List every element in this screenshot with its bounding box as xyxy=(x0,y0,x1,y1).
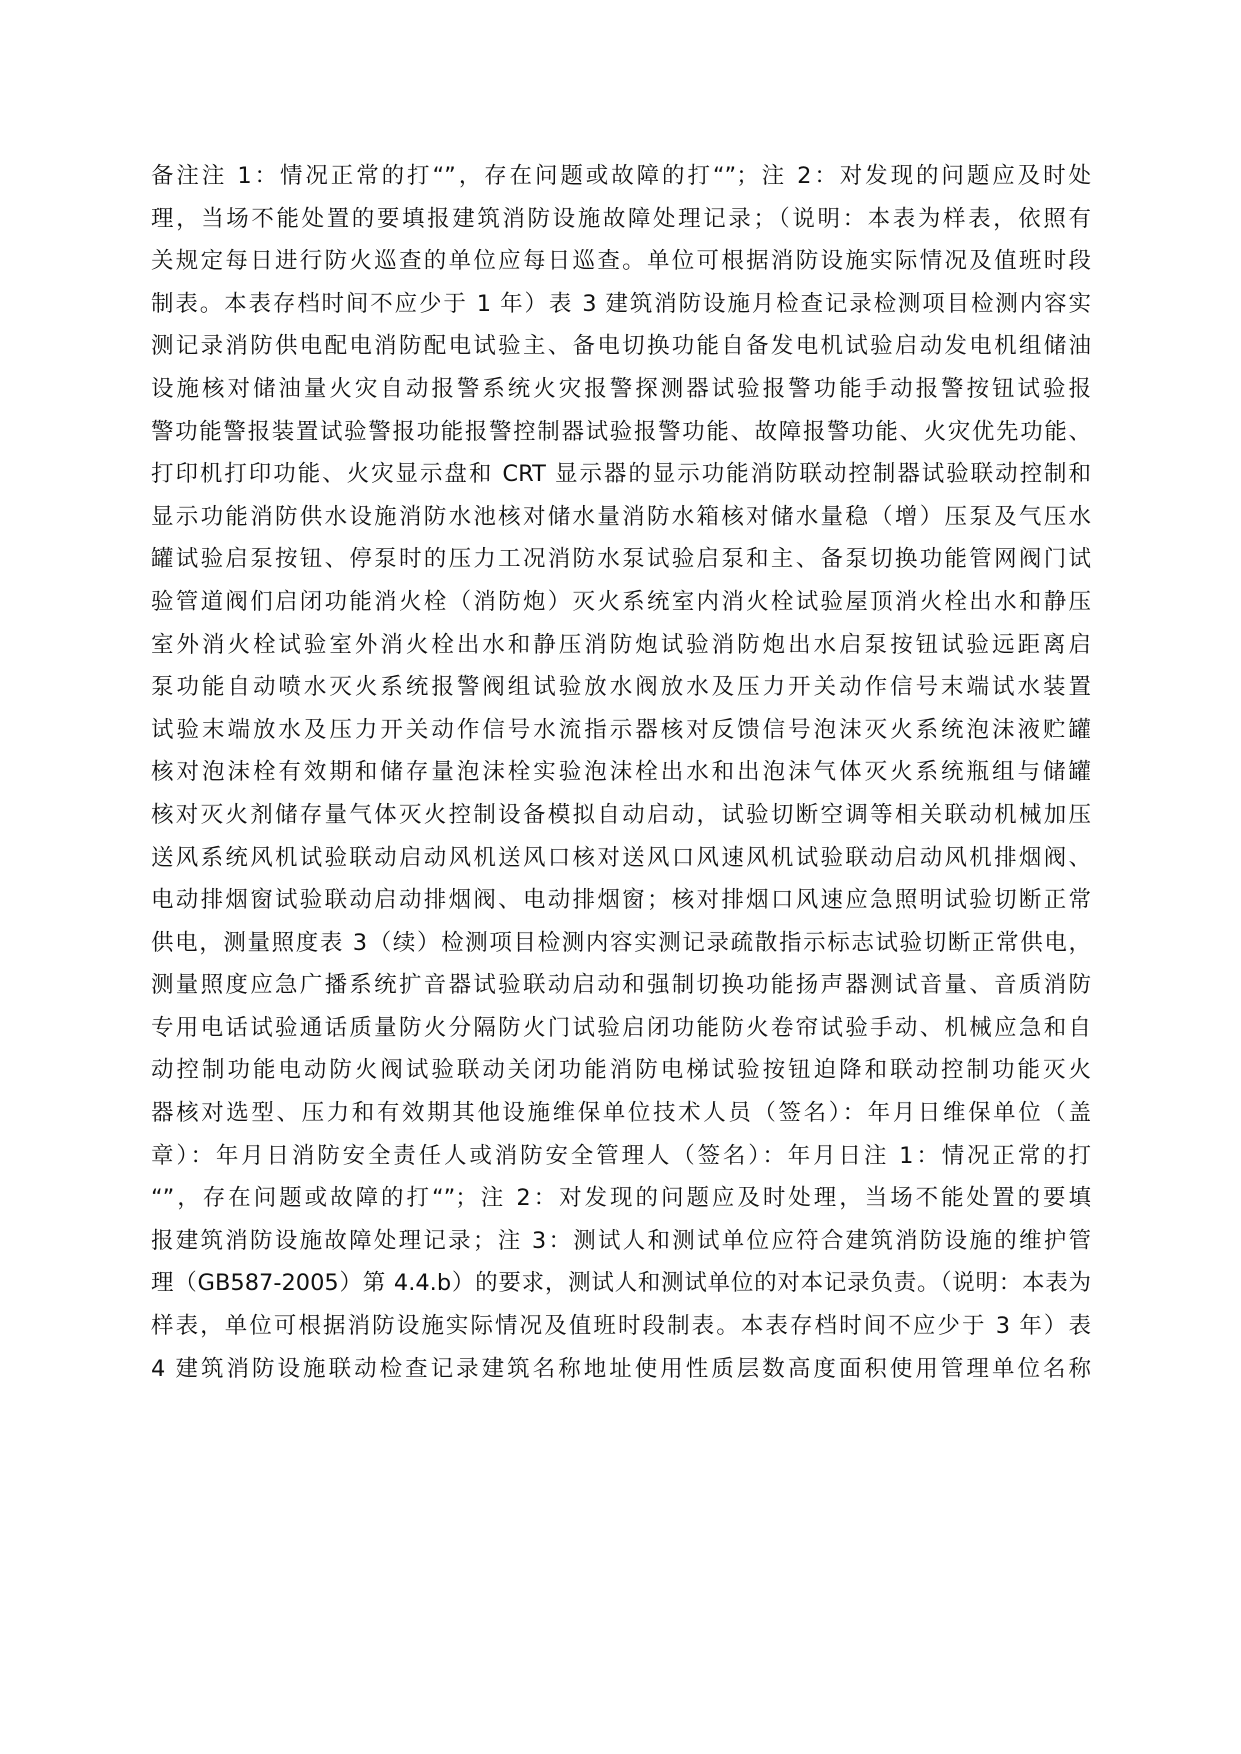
text-line: 备注注 1：情况正常的打“”，存在问题或故障的打“”；注 2：对发现的问题应及时处 xyxy=(151,163,1091,189)
text-line: 电动排烟窗试验联动启动排烟阀、电动排烟窗；核对排烟口风速应急照明试验切断正常 xyxy=(151,887,1091,914)
text-line: 打印机打印功能、火灾显示盘和 CRT 显示器的显示功能消防联动控制器试验联动控制和 xyxy=(151,461,1091,488)
text-line: 设施核对储油量火灾自动报警系统火灾报警探测器试验报警功能手动报警按钮试验报 xyxy=(151,375,1091,402)
text-line: 理，当场不能处置的要填报建筑消防设施故障处理记录；（说明：本表为样表，依照有 xyxy=(151,205,1091,232)
text-line: 试验末端放水及压力开关动作信号水流指示器核对反馈信号泡沫灭火系统泡沫液贮罐 xyxy=(151,716,1091,743)
text-line: 制表。本表存档时间不应少于 1 年）表 3 建筑消防设施月检查记录检测项目检测内容实 xyxy=(151,290,1091,317)
text-line: 送风系统风机试验联动启动风机送风口核对送风口风速风机试验联动启动风机排烟阀、 xyxy=(151,844,1091,871)
text-line: 关规定每日进行防火巡查的单位应每日巡查。单位可根据消防设施实际情况及值班时段 xyxy=(151,248,1091,275)
text-line: 4 建筑消防设施联动检查记录建筑名称地址使用性质层数高度面积使用管理单位名称 xyxy=(151,1355,1091,1382)
text-line: 器核对选型、压力和有效期其他设施维保单位技术人员（签名）：年月日维保单位（盖 xyxy=(151,1100,1091,1127)
text-line: 核对泡沫栓有效期和储存量泡沫栓实验泡沫栓出水和出泡沫气体灭火系统瓶组与储罐 xyxy=(151,759,1091,786)
body-text xyxy=(151,155,1091,1390)
text-line: 专用电话试验通话质量防火分隔防火门试验启闭功能防火卷帘试验手动、机械应急和自 xyxy=(151,1014,1091,1041)
text-line: 测量照度应急广播系统扩音器试验联动启动和强制切换功能扬声器测试音量、音质消防 xyxy=(151,972,1091,999)
text-line: 理（GB587-2005）第 4.4.b）的要求，测试人和测试单位的对本记录负责。（说明：本表为 xyxy=(151,1270,1091,1297)
text-line: 样表，单位可根据消防设施实际情况及值班时段制表。本表存档时间不应少于 3 年）表 xyxy=(151,1313,1091,1340)
text-line: 核对灭火剂储存量气体灭火控制设备模拟自动启动，试验切断空调等相关联动机械加压 xyxy=(151,801,1091,828)
text-line: 报建筑消防设施故障处理记录；注 3：测试人和测试单位应符合建筑消防设施的维护管 xyxy=(151,1227,1091,1254)
text-line: 显示功能消防供水设施消防水池核对储水量消防水箱核对储水量稳（增）压泵及气压水 xyxy=(151,503,1091,530)
text-line: 验管道阀们启闭功能消火栓（消防炮）灭火系统室内消火栓试验屋顶消火栓出水和静压 xyxy=(151,588,1091,615)
text-line: 动控制功能电动防火阀试验联动关闭功能消防电梯试验按钮迫降和联动控制功能灭火 xyxy=(151,1057,1091,1084)
text-line: “”，存在问题或故障的打“”；注 2：对发现的问题应及时处理，当场不能处置的要填 xyxy=(151,1185,1091,1212)
text-line: 供电，测量照度表 3（续）检测项目检测内容实测记录疏散指示标志试验切断正常供电， xyxy=(151,929,1091,956)
text-line: 室外消火栓试验室外消火栓出水和静压消防炮试验消防炮出水启泵按钮试验远距离启 xyxy=(151,631,1091,658)
text-line: 泵功能自动喷水灭火系统报警阀组试验放水阀放水及压力开关动作信号末端试水装置 xyxy=(151,674,1091,701)
text-line: 章）：年月日消防安全责任人或消防安全管理人（签名）：年月日注 1：情况正常的打 xyxy=(151,1142,1091,1169)
text-line: 罐试验启泵按钮、停泵时的压力工况消防水泵试验启泵和主、备泵切换功能管网阀门试 xyxy=(151,546,1091,573)
text-line: 测记录消防供电配电消防配电试验主、备电切换功能自备发电机试验启动发电机组储油 xyxy=(151,333,1091,360)
text-line: 警功能警报装置试验警报功能报警控制器试验报警功能、故障报警功能、火灾优先功能、 xyxy=(151,418,1091,445)
